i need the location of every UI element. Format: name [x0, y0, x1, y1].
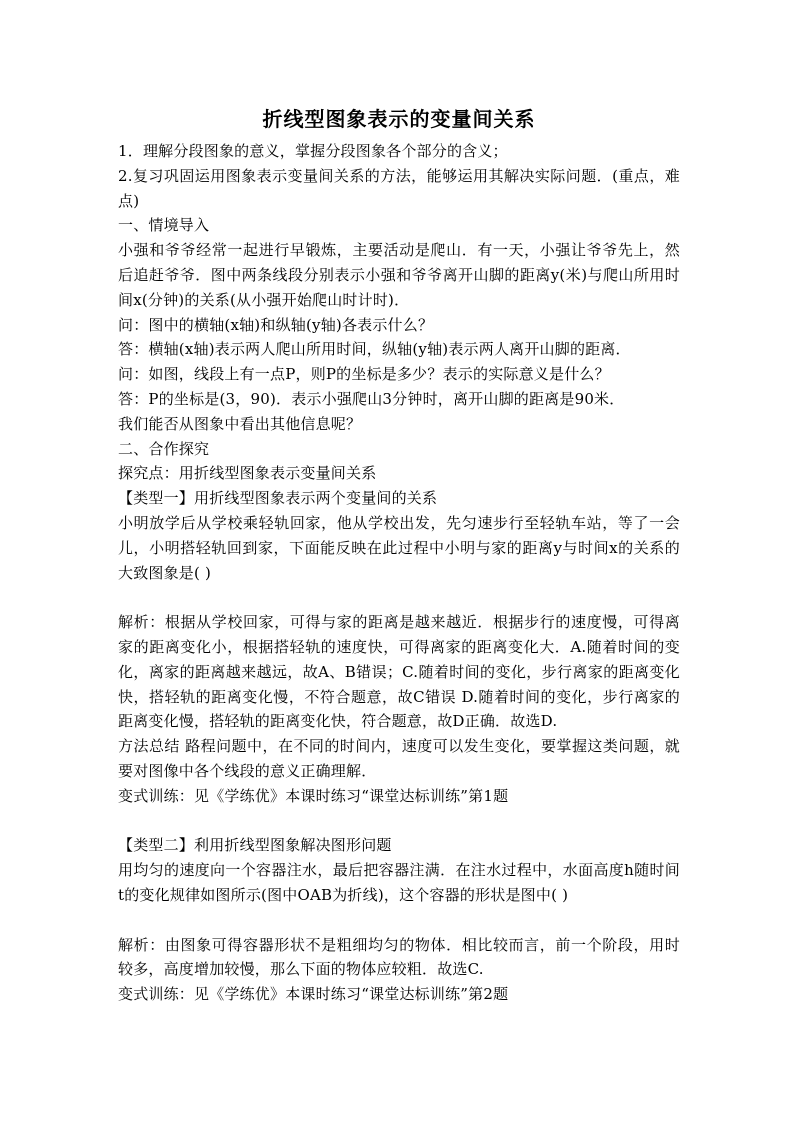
question-axes: 问：图中的横轴(x轴)和纵轴(y轴)各表示什么？ — [118, 315, 434, 334]
spacer — [118, 809, 680, 834]
type2-practice: 变式训练：见《学练优》本课时练习“课堂达标训练”第2题 — [118, 985, 509, 1004]
section-heading-explore: 二、合作探究 — [118, 439, 210, 458]
type1-problem: 小明放学后从学校乘轻轨回家，他从学校出发，先匀速步行至轻轨车站，等了一会儿，小明搭轻轨回到家，下面能反映在此过程中小明与家的距离y与时间x的关系的大致图象是( ) — [118, 513, 680, 582]
explore-point: 探究点：用折线型图象表示变量间关系 — [118, 464, 377, 483]
objective-1: 1．理解分段图象的意义，掌握分段图象各个部分的含义； — [118, 142, 508, 160]
type2-analysis: 解析：由图象可得容器形状不是粗细均匀的物体．相比较而言，前一个阶段，用时较多，高度增加较慢，那么下面的物体应较粗．故选C. — [118, 935, 680, 979]
answer-axes: 答：横轴(x轴)表示两人爬山所用时间，纵轴(y轴)表示两人离开山脚的距离． — [118, 340, 631, 359]
type2-heading: 【类型二】利用折线型图象解决图形问题 — [118, 836, 392, 855]
question-more-info: 我们能否从图象中看出其他信息呢？ — [118, 414, 362, 433]
answer-point-p: 答：P的坐标是(3，90)．表示小强爬山3分钟时，离开山脚的距离是90米． — [118, 389, 625, 408]
figure-gap-2 — [118, 908, 680, 933]
type2-problem: 用均匀的速度向一个容器注水，最后把容器注满．在注水过程中，水面高度h随时间t的变化规律如图所示(图中OAB为折线)，这个容器的形状是图中( ) — [118, 861, 680, 904]
section-heading-intro: 一、情境导入 — [118, 216, 210, 235]
page-title: 折线型图象表示的变量间关系 — [262, 107, 536, 131]
figure-gap-1 — [118, 585, 680, 610]
type1-method: 方法总结 路程问题中，在不同的时间内，速度可以发生变化，要掌握这类问题，就要对图像中各个线段的意义正确理解． — [118, 737, 680, 780]
type1-practice: 变式训练：见《学练优》本课时练习“课堂达标训练”第1题 — [118, 786, 509, 805]
intro-paragraph: 小强和爷爷经常一起进行早锻炼，主要活动是爬山．有一天，小强让爷爷先上，然后追赶爷爷．图中两条线段分别表示小强和爷爷离开山脚的距离y(米)与爬山所用时间x(分钟)的关系(从小强开始爬山时计时)． — [118, 241, 680, 309]
document-content — [118, 105, 680, 1007]
type1-heading: 【类型一】用折线型图象表示两个变量间的关系 — [118, 489, 438, 508]
objective-2: 2.复习巩固运用图象表示变量间关系的方法，能够运用其解决实际问题．(重点，难点) — [118, 166, 680, 210]
question-point-p: 问：如图，线段上有一点P，则P的坐标是多少？表示的实际意义是什么？ — [118, 365, 610, 384]
type1-analysis: 解析：根据从学校回家，可得与家的距离是越来越近．根据步行的速度慢，可得离家的距离变化小，根据搭轻轨的速度快，可得离家的距离变化大．A.随着时间的变化，离家的距离越来越远，故A、B错误；C.随着时间的变化，步行离家的距离变化快，搭轻轨的距离变化慢，不符合题意，故C错误 D.随着时间的变化，步行离家的距离变化慢，搭轻轨的距离变化快，符合题意，故D正确．故选D. — [118, 613, 680, 731]
